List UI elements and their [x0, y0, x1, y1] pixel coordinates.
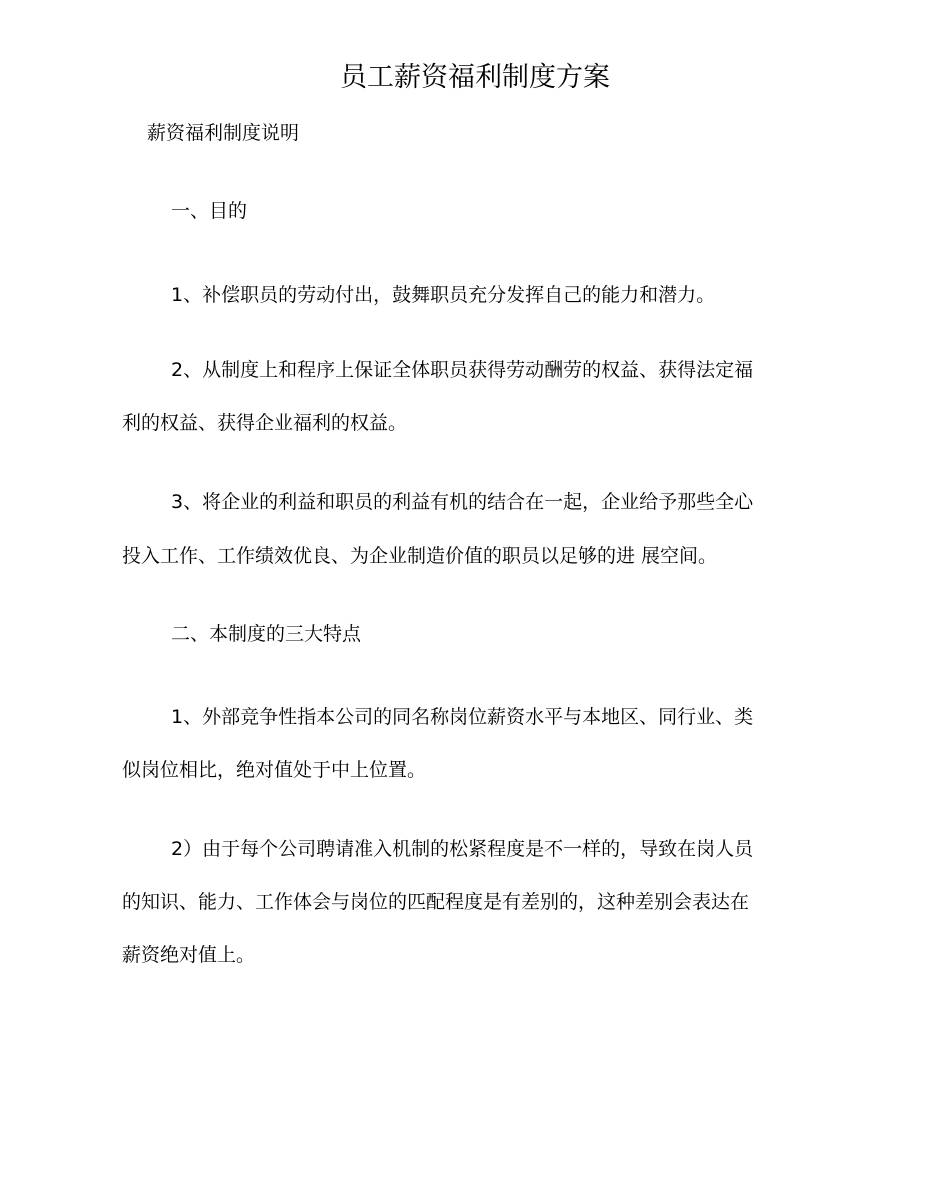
paragraph-line: 薪资绝对值上。	[122, 944, 256, 966]
paragraph-line: 1、外部竞争性指本公司的同名称岗位薪资水平与本地区、同行业、类	[171, 706, 754, 728]
paragraph-line: 3、将企业的利益和职员的利益有机的结合在一起，企业给予那些全心	[171, 491, 754, 513]
section-heading-purpose: 一、目的	[171, 200, 248, 222]
paragraph-line: 2、从制度上和程序上保证全体职员获得劳动酬劳的权益、获得法定福	[171, 359, 754, 381]
paragraph-line: 似岗位相比，绝对值处于中上位置。	[122, 759, 427, 781]
paragraph-line: 投入工作、工作绩效优良、为企业制造价值的职员以足够的进 展空间。	[122, 545, 718, 567]
document-title: 员工薪资福利制度方案	[340, 62, 610, 93]
paragraph-line: 1、补偿职员的劳动付出，鼓舞职员充分发挥自己的能力和潜力。	[171, 284, 716, 306]
paragraph-line: 2）由于每个公司聘请准入机制的松紧程度是不一样的，导致在岗人员	[171, 838, 754, 860]
paragraph-line: 利的权益、获得企业福利的权益。	[122, 412, 408, 434]
section-heading-features: 二、本制度的三大特点	[171, 623, 362, 645]
subtitle: 薪资福利制度说明	[147, 122, 300, 144]
paragraph-line: 的知识、能力、工作体会与岗位的匹配程度是有差别的，这种差别会表达在	[122, 891, 750, 913]
